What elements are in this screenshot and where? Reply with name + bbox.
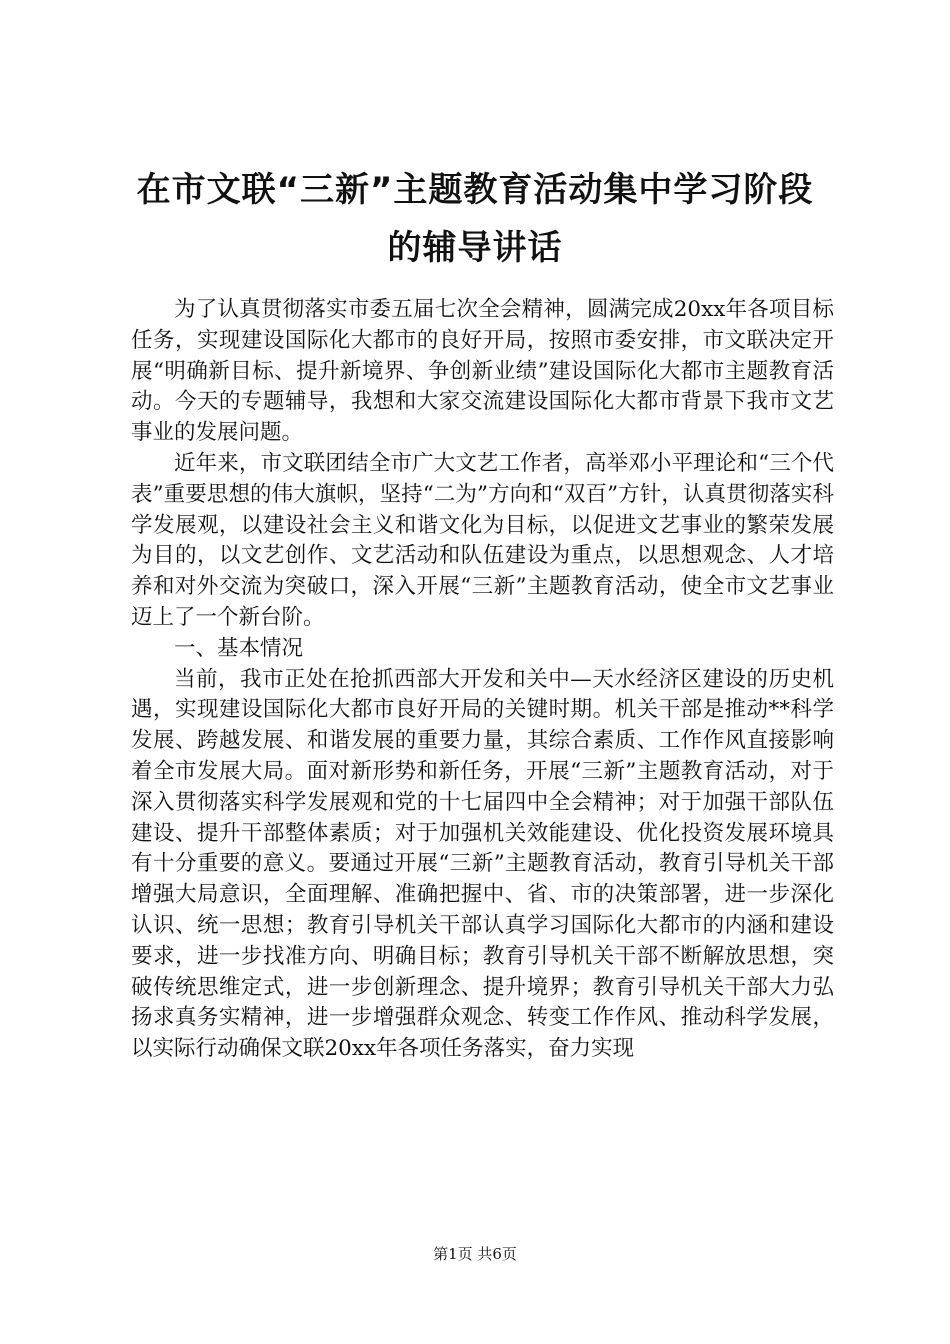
document-title-line-1: 在市文联“三新”主题教育活动集中学习阶段 bbox=[136, 170, 814, 210]
page-number-footer: 第1页 共6页 bbox=[433, 1245, 517, 1263]
section-heading-basic-situation: 一、基本情况 bbox=[174, 635, 304, 661]
paragraph-intro: 为了认真贯彻落实市委五届七次全会精神，圆满完成20xx年各项目标任务，实现建设国际化大都市的良好开局，按照市委安排，市文联决定开展“明确新目标、提升新境界、争创新业绩”建设国际化大都市主题教育活动。今天的专题辅导，我想和大家交流建设国际化大都市背景下我市文艺事业的发展问题。 bbox=[131, 297, 834, 446]
document-body bbox=[131, 295, 834, 1065]
document-title-line-2: 的辅导讲话 bbox=[387, 228, 563, 268]
paragraph-current-situation: 当前，我市正处在抢抓西部大开发和关中—天水经济区建设的历史机遇，实现建设国际化大都市良好开局的关键时期。机关干部是推动**科学发展、跨越发展、和谐发展的重要力量，其综合素质、工作作风直接影响着全市发展大局。面对新形势和新任务，开展“三新”主题教育活动，对于深入贯彻落实科学发展观和党的十七届四中全会精神；对于加强干部队伍建设、提升干部整体素质；对于加强机关效能建设、优化投资发展环境具有十分重要的意义。要通过开展“三新”主题教育活动，教育引导机关干部增强大局意识，全面理解、准确把握中、省、市的决策部署，进一步深化认识、统一思想；教育引导机关干部认真学习国际化大都市的内涵和建设要求，进一步找准方向、明确目标；教育引导机关干部不断解放思想，突破传统思维定式，进一步创新理念、提升境界；教育引导机关干部大力弘扬求真务实精神，进一步增强群众观念、转变工作作风、推动科学发展，以实际行动确保文联20xx年各项任务落实，奋力实现 bbox=[131, 666, 834, 1062]
paragraph-recent-years: 近年来，市文联团结全市广大文艺工作者，高举邓小平理论和“三个代表”重要思想的伟大旗帜，坚持“二为”方向和“双百”方针，认真贯彻落实科学发展观，以建设社会主义和谐文化为目标，以促进文艺事业的繁荣发展为目的，以文艺创作、文艺活动和队伍建设为重点，以思想观念、人才培养和对外交流为突破口，深入开展“三新”主题教育活动，使全市文艺事业迈上了一个新台阶。 bbox=[131, 450, 834, 630]
